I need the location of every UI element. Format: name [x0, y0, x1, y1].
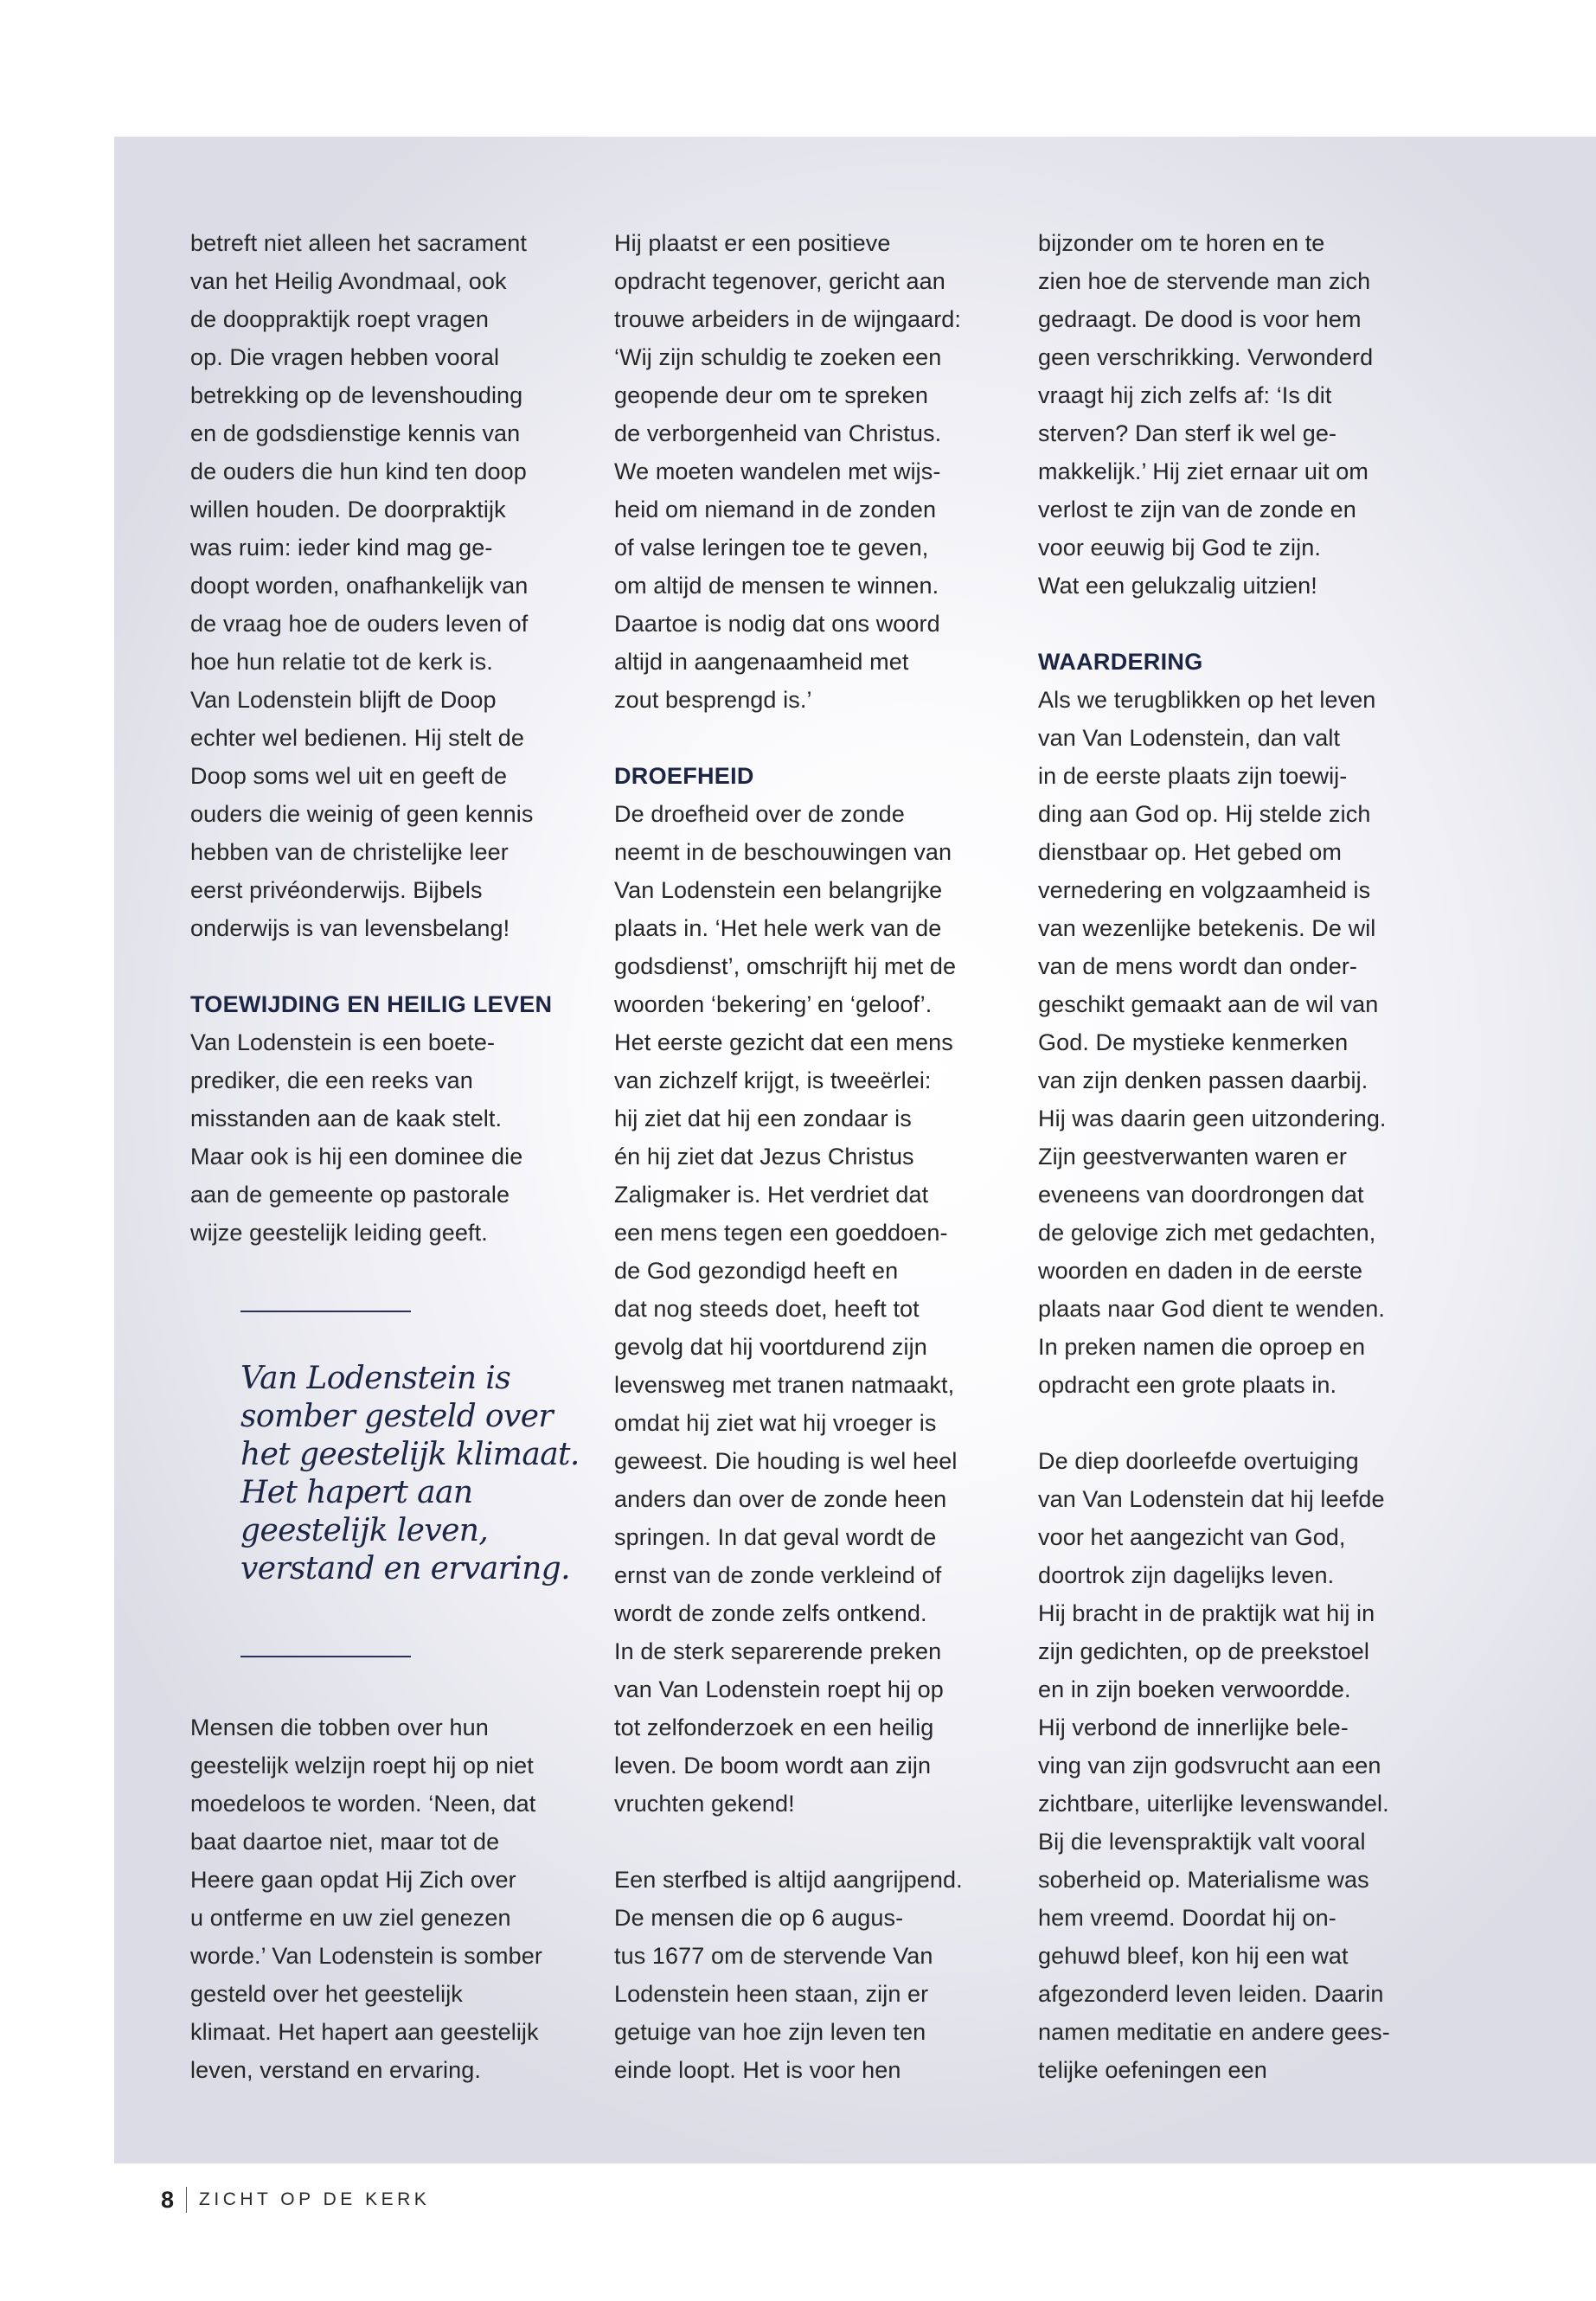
text-line: van zichzelf krijgt, is tweeërlei: — [614, 1067, 932, 1093]
text-line: namen meditatie en andere gees- — [1038, 2019, 1390, 2045]
magazine-title: ZICHT OP DE KERK — [199, 2189, 431, 2209]
text-line: en in zijn boeken verwoordde. — [1038, 1676, 1351, 1702]
text-line: de God gezondigd heeft en — [614, 1258, 899, 1284]
pullquote-line: verstand en ervaring. — [240, 1551, 570, 1586]
text-line: Heere gaan opdat Hij Zich over — [190, 1867, 516, 1893]
article-column-3 — [1038, 224, 1419, 2089]
text-line: eveneens van doordrongen dat — [1038, 1182, 1364, 1208]
text-line: wijze geestelijk leiding geeft. — [190, 1220, 488, 1246]
text-line: in de eerste plaats zijn toewij- — [1038, 763, 1348, 789]
text-line: was ruim: ieder kind mag ge- — [190, 535, 493, 561]
text-line: leven. De boom wordt aan zijn — [614, 1753, 932, 1779]
text-line: opdracht tegenover, gericht aan — [614, 268, 945, 294]
pullquote-line: Het hapert aan — [240, 1475, 473, 1510]
text-line: betreft niet alleen het sacrament — [190, 230, 528, 256]
text-line: gedraagt. De dood is voor hem — [1038, 306, 1362, 332]
article-column-1-bottom — [190, 1708, 571, 2089]
text-line: leven, verstand en ervaring. — [190, 2057, 481, 2083]
text-line: Hij verbond de innerlijke bele- — [1038, 1715, 1349, 1740]
paragraph-gap — [190, 947, 571, 985]
text-line: geopende deur om te spreken — [614, 382, 928, 408]
text-line: prediker, die een reeks van — [190, 1067, 473, 1093]
text-line: voor het aangezicht van God, — [1038, 1524, 1346, 1550]
text-line: We moeten wandelen met wijs- — [614, 458, 941, 484]
text-line: baat daartoe niet, maar tot de — [190, 1829, 500, 1855]
paragraph-gap — [1038, 605, 1419, 643]
text-line: van het Heilig Avondmaal, ook — [190, 268, 507, 294]
text-line: de vraag hoe de ouders leven of — [190, 611, 529, 637]
text-line: en de godsdienstige kennis van — [190, 420, 521, 446]
text-line: vernedering en volgzaamheid is — [1038, 877, 1371, 903]
section-heading: TOEWIJDING EN HEILIG LEVEN — [190, 991, 553, 1017]
text-line: Bij die levenspraktijk valt vooral — [1038, 1829, 1366, 1855]
text-line: moedeloos te worden. ‘Neen, dat — [190, 1791, 536, 1817]
text-line: willen houden. De doorpraktijk — [190, 497, 506, 522]
footer-separator — [186, 2187, 187, 2213]
text-line: Als we terugblikken op het leven — [1038, 687, 1376, 713]
text-line: geestelijk welzijn roept hij op niet — [190, 1753, 534, 1779]
text-line: zichtbare, uiterlijke levenswandel. — [1038, 1791, 1389, 1817]
text-line: eerst privéonderwijs. Bijbels — [190, 877, 483, 903]
text-line: zout besprengd is.’ — [614, 687, 812, 713]
text-line: Hij was daarin geen uitzondering. — [1038, 1106, 1387, 1131]
pullquote-rule-bottom — [240, 1656, 411, 1657]
section-heading: DROEFHEID — [614, 763, 754, 789]
text-line: én hij ziet dat Jezus Christus — [614, 1144, 914, 1170]
text-line: doopt worden, onafhankelijk van — [190, 573, 529, 599]
pullquote — [240, 1360, 580, 1588]
text-line: geschikt gemaakt aan de wil van — [1038, 991, 1379, 1017]
text-line: een mens tegen een goeddoen- — [614, 1220, 948, 1246]
text-line: getuige van hoe zijn leven ten — [614, 2019, 926, 2045]
text-line: altijd in aangenaamheid met — [614, 649, 909, 675]
text-line: betrekking op de levenshouding — [190, 382, 523, 408]
text-line: Daartoe is nodig dat ons woord — [614, 611, 940, 637]
text-line: Van Lodenstein een belangrijke — [614, 877, 943, 903]
text-line: ding aan God op. Hij stelde zich — [1038, 801, 1371, 827]
text-line: Hij plaatst er een positieve — [614, 230, 891, 256]
text-line: Van Lodenstein blijft de Doop — [190, 687, 497, 713]
text-line: De droefheid over de zonde — [614, 801, 905, 827]
text-line: makkelijk.’ Hij ziet ernaar uit om — [1038, 458, 1369, 484]
text-line: geweest. Die houding is wel heel — [614, 1448, 958, 1474]
article-column-2 — [614, 224, 995, 2089]
text-line: dienstbaar op. Het gebed om — [1038, 839, 1342, 865]
text-line: voor eeuwig bij God te zijn. — [1038, 535, 1321, 561]
text-line: trouwe arbeiders in de wijngaard: — [614, 306, 962, 332]
text-line: vruchten gekend! — [614, 1791, 795, 1817]
text-line: onderwijs is van levensbelang! — [190, 915, 510, 941]
pullquote-line: Van Lodenstein is — [240, 1361, 511, 1396]
text-line: van wezenlijke betekenis. De wil — [1038, 915, 1376, 941]
text-line: geen verschrikking. Verwonderd — [1038, 344, 1374, 370]
text-line: van zijn denken passen daarbij. — [1038, 1067, 1368, 1093]
text-line: wordt de zonde zelfs ontkend. — [614, 1600, 927, 1626]
page-number: 8 — [161, 2186, 175, 2213]
section-heading: WAARDERING — [1038, 649, 1203, 675]
text-line: verlost te zijn van de zonde en — [1038, 497, 1356, 522]
text-line: Hij bracht in de praktijk wat hij in — [1038, 1600, 1375, 1626]
text-line: hem vreemd. Doordat hij on- — [1038, 1905, 1336, 1931]
text-line: Het eerste gezicht dat een mens — [614, 1029, 953, 1055]
text-line: aan de gemeente op pastorale — [190, 1182, 510, 1208]
text-line: afgezonderd leven leiden. Daarin — [1038, 1981, 1384, 2007]
text-line: ving van zijn godsvrucht aan een — [1038, 1753, 1381, 1779]
text-line: hij ziet dat hij een zondaar is — [614, 1106, 912, 1131]
text-line: worde.’ Van Lodenstein is somber — [190, 1943, 542, 1969]
text-line: In de sterk separerende preken — [614, 1638, 942, 1664]
paragraph-gap — [1038, 1404, 1419, 1442]
pullquote-rule-top — [240, 1311, 411, 1312]
text-line: doortrok zijn dagelijks leven. — [1038, 1562, 1335, 1588]
paragraph-gap — [614, 719, 995, 757]
text-line: godsdienst’, omschrijft hij met de — [614, 953, 957, 979]
text-line: gevolg dat hij voortdurend zijn — [614, 1334, 927, 1360]
text-line: op. Die vragen hebben vooral — [190, 344, 500, 370]
text-line: de verborgenheid van Christus. — [614, 420, 942, 446]
text-line: van de mens wordt dan onder- — [1038, 953, 1358, 979]
text-line: einde loopt. Het is voor hen — [614, 2057, 901, 2083]
text-line: tus 1677 om de stervende Van — [614, 1943, 933, 1969]
text-line: ernst van de zonde verkleind of — [614, 1562, 942, 1588]
text-line: telijke oefeningen een — [1038, 2057, 1267, 2083]
text-line: om altijd de mensen te winnen. — [614, 573, 939, 599]
text-line: heid om niemand in de zonden — [614, 497, 937, 522]
article-column-1 — [190, 224, 571, 1252]
text-line: In preken namen die oproep en — [1038, 1334, 1366, 1360]
text-line: gesteld over het geestelijk — [190, 1981, 463, 2007]
text-line: misstanden aan de kaak stelt. — [190, 1106, 503, 1131]
text-line: Lodenstein heen staan, zijn er — [614, 1981, 929, 2007]
text-line: van Van Lodenstein dat hij leefde — [1038, 1486, 1385, 1512]
text-line: Wat een gelukzalig uitzien! — [1038, 573, 1317, 599]
text-line: gehuwd bleef, kon hij een wat — [1038, 1943, 1349, 1969]
page-footer — [161, 2184, 430, 2215]
text-line: de ouders die hun kind ten doop — [190, 458, 527, 484]
text-line: vraagt hij zich zelfs af: ‘Is dit — [1038, 382, 1332, 408]
text-line: ouders die weinig of geen kennis — [190, 801, 534, 827]
text-line: dat nog steeds doet, heeft tot — [614, 1296, 920, 1322]
text-line: Zaligmaker is. Het verdriet dat — [614, 1182, 929, 1208]
text-line: hebben van de christelijke leer — [190, 839, 509, 865]
text-line: echter wel bedienen. Hij stelt de — [190, 725, 525, 751]
text-line: van Van Lodenstein, dan valt — [1038, 725, 1341, 751]
text-line: de dooppraktijk roept vragen — [190, 306, 490, 332]
text-line: u ontferme en uw ziel genezen — [190, 1905, 511, 1931]
text-line: zijn gedichten, op de preekstoel — [1038, 1638, 1369, 1664]
paragraph-gap — [614, 1823, 995, 1861]
text-line: opdracht een grote plaats in. — [1038, 1372, 1337, 1398]
text-line: soberheid op. Materialisme was — [1038, 1867, 1369, 1893]
pullquote-line: het geestelijk klimaat. — [240, 1437, 580, 1472]
text-line: zien hoe de stervende man zich — [1038, 268, 1371, 294]
text-line: van Van Lodenstein roept hij op — [614, 1676, 944, 1702]
text-line: Van Lodenstein is een boete- — [190, 1029, 496, 1055]
text-line: Maar ook is hij een dominee die — [190, 1144, 523, 1170]
text-line: of valse leringen toe te geven, — [614, 535, 929, 561]
text-line: woorden ‘bekering’ en ‘geloof’. — [614, 991, 933, 1017]
text-line: anders dan over de zonde heen — [614, 1486, 947, 1512]
text-line: Een sterfbed is altijd aangrijpend. — [614, 1867, 963, 1893]
text-line: Doop soms wel uit en geeft de — [190, 763, 508, 789]
text-line: Mensen die tobben over hun — [190, 1715, 489, 1740]
text-line: neemt in de beschouwingen van — [614, 839, 952, 865]
text-line: sterven? Dan sterf ik wel ge- — [1038, 420, 1337, 446]
text-line: tot zelfonderzoek en een heilig — [614, 1715, 934, 1740]
text-line: omdat hij ziet wat hij vroeger is — [614, 1410, 937, 1436]
text-line: De mensen die op 6 augus- — [614, 1905, 904, 1931]
text-line: plaats in. ‘Het hele werk van de — [614, 915, 942, 941]
text-line: ‘Wij zijn schuldig te zoeken een — [614, 344, 942, 370]
text-line: springen. In dat geval wordt de — [614, 1524, 937, 1550]
text-line: woorden en daden in de eerste — [1038, 1258, 1363, 1284]
text-line: de gelovige zich met gedachten, — [1038, 1220, 1376, 1246]
pullquote-line: geestelijk leven, — [240, 1513, 489, 1548]
text-line: Zijn geestverwanten waren er — [1038, 1144, 1347, 1170]
text-line: bijzonder om te horen en te — [1038, 230, 1325, 256]
text-line: God. De mystieke kenmerken — [1038, 1029, 1349, 1055]
text-line: plaats naar God dient te wenden. — [1038, 1296, 1385, 1322]
text-line: klimaat. Het hapert aan geestelijk — [190, 2019, 539, 2045]
pullquote-line: somber gesteld over — [240, 1399, 554, 1434]
text-line: levensweg met tranen natmaakt, — [614, 1372, 955, 1398]
text-line: De diep doorleefde overtuiging — [1038, 1448, 1359, 1474]
text-line: hoe hun relatie tot de kerk is. — [190, 649, 493, 675]
